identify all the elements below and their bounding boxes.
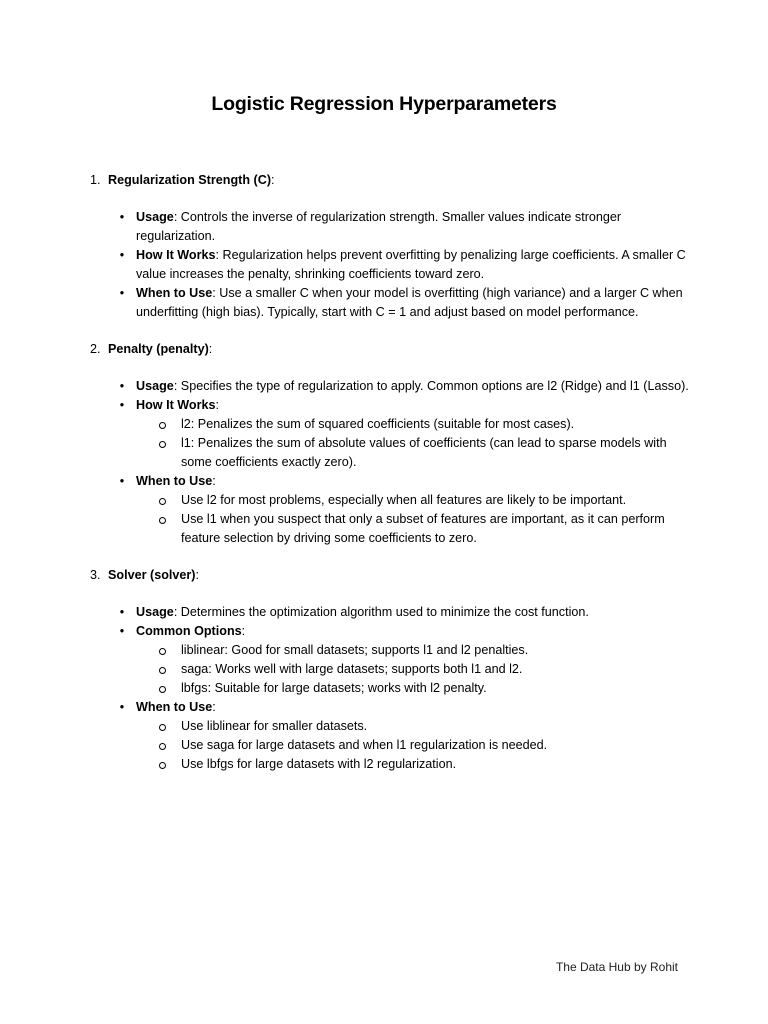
list-item — [90, 396, 700, 472]
item-label: Usage — [136, 210, 174, 224]
circle-bullet-icon — [159, 686, 166, 693]
sub-item-text: Use lbfgs for large datasets with l2 regularization. — [181, 757, 457, 771]
sub-list-item — [136, 510, 700, 548]
section-number: 3. — [90, 568, 101, 582]
sub-list-item — [136, 641, 700, 660]
bullet-list — [90, 603, 700, 774]
circle-bullet-icon — [159, 762, 166, 769]
bullet-icon: • — [119, 210, 125, 224]
sub-item-text: Use liblinear for smaller datasets. — [181, 719, 368, 733]
circle-bullet-icon — [159, 498, 166, 505]
item-text: : Use a smaller C when your model is overfitting (high variance) and a larger C when underfitting (high bias). Typically, start with C = 1 and adjust based on model performance. — [136, 286, 683, 319]
bullet-icon: • — [119, 624, 125, 638]
list-item — [90, 208, 700, 246]
section-title: Penalty (penalty) — [108, 342, 209, 356]
bullet-icon: • — [119, 379, 125, 393]
item-text: : — [215, 398, 220, 412]
bullet-icon: • — [119, 700, 125, 714]
item-text: : Regularization helps prevent overfitting by penalizing large coefficients. A smaller C value increases the penalty, shrinking coefficients toward zero. — [136, 248, 686, 281]
list-item — [90, 284, 700, 322]
item-label: Common Options — [136, 624, 242, 638]
list-item — [90, 472, 700, 548]
section-heading-text — [108, 566, 199, 585]
sub-item-text: Use saga for large datasets and when l1 regularization is needed. — [181, 738, 548, 752]
item-label: How It Works — [136, 398, 216, 412]
sub-list — [136, 717, 700, 774]
section-title: Regularization Strength (C) — [108, 173, 272, 187]
sub-list-item — [136, 736, 700, 755]
section-heading — [90, 171, 700, 190]
sub-item-text: liblinear: Good for small datasets; supports l1 and l2 penalties. — [181, 643, 529, 657]
bullet-list — [90, 377, 700, 548]
circle-bullet-icon — [159, 517, 166, 524]
item-text: : Controls the inverse of regularization strength. Smaller values indicate stronger regularization. — [136, 210, 622, 243]
list-item — [90, 603, 700, 622]
sub-item-text: Use l2 for most problems, especially when all features are likely to be important. — [181, 493, 627, 507]
circle-bullet-icon — [159, 724, 166, 731]
section-title: Solver (solver) — [108, 568, 196, 582]
list-item — [90, 698, 700, 774]
document-body — [90, 171, 700, 792]
circle-bullet-icon — [159, 743, 166, 750]
section-number: 1. — [90, 173, 101, 187]
sub-list-item — [136, 660, 700, 679]
item-text: : Determines the optimization algorithm used to minimize the cost function. — [173, 605, 589, 619]
bullet-icon: • — [119, 248, 125, 262]
sub-list-item — [136, 434, 700, 472]
bullet-icon: • — [119, 605, 125, 619]
bullet-icon: • — [119, 286, 125, 300]
section-title-suffix: : — [271, 173, 275, 187]
list-item — [90, 622, 700, 698]
item-label: Usage — [136, 605, 174, 619]
item-label: When to Use — [136, 474, 213, 488]
sub-list-item — [136, 415, 700, 434]
item-text: : — [212, 700, 216, 714]
sub-list — [136, 491, 700, 548]
item-text: : Specifies the type of regularization to apply. Common options are l2 (Ridge) and l1 (Lasso). — [173, 379, 689, 393]
item-label: Usage — [136, 379, 174, 393]
sub-list-item — [136, 491, 700, 510]
circle-bullet-icon — [159, 648, 166, 655]
sub-list — [136, 415, 700, 472]
sub-item-text: lbfgs: Suitable for large datasets; works with l2 penalty. — [181, 681, 487, 695]
item-text: : — [212, 474, 216, 488]
sub-list-item — [136, 755, 700, 774]
sub-list — [136, 641, 700, 698]
bullet-list — [90, 208, 700, 322]
item-label: When to Use — [136, 700, 213, 714]
sub-list-item — [136, 679, 700, 698]
bullet-icon: • — [119, 398, 125, 412]
section-title-suffix: : — [195, 568, 199, 582]
sub-item-text: l2: Penalizes the sum of squared coefficients (suitable for most cases). — [181, 417, 575, 431]
footer-text: The Data Hub by Rohit — [555, 960, 678, 974]
section-1 — [90, 171, 700, 322]
section-2 — [90, 340, 700, 548]
item-label: When to Use — [136, 286, 213, 300]
sub-list-item — [136, 717, 700, 736]
section-heading-text — [108, 340, 212, 359]
list-item — [90, 246, 700, 284]
circle-bullet-icon — [159, 667, 166, 674]
circle-bullet-icon — [159, 441, 166, 448]
item-label: How It Works — [136, 248, 216, 262]
circle-bullet-icon — [159, 422, 166, 429]
section-number: 2. — [90, 342, 101, 356]
sub-item-text: Use l1 when you suspect that only a subset of features are important, as it can perform feature selection by driving some coefficients to zero. — [181, 512, 665, 545]
section-heading — [90, 340, 700, 359]
section-heading-text — [108, 171, 275, 190]
sub-item-text: saga: Works well with large datasets; supports both l1 and l2. — [181, 662, 523, 676]
section-heading — [90, 566, 700, 585]
section-title-suffix: : — [208, 342, 213, 356]
section-3 — [90, 566, 700, 774]
sub-item-text: l1: Penalizes the sum of absolute values of coefficients (can lead to sparse models with some coefficients exactly zero). — [181, 436, 667, 469]
list-item — [90, 377, 700, 396]
bullet-icon: • — [119, 474, 125, 488]
page-title: Logistic Regression Hyperparameters — [211, 93, 557, 115]
item-text: : — [241, 624, 246, 638]
